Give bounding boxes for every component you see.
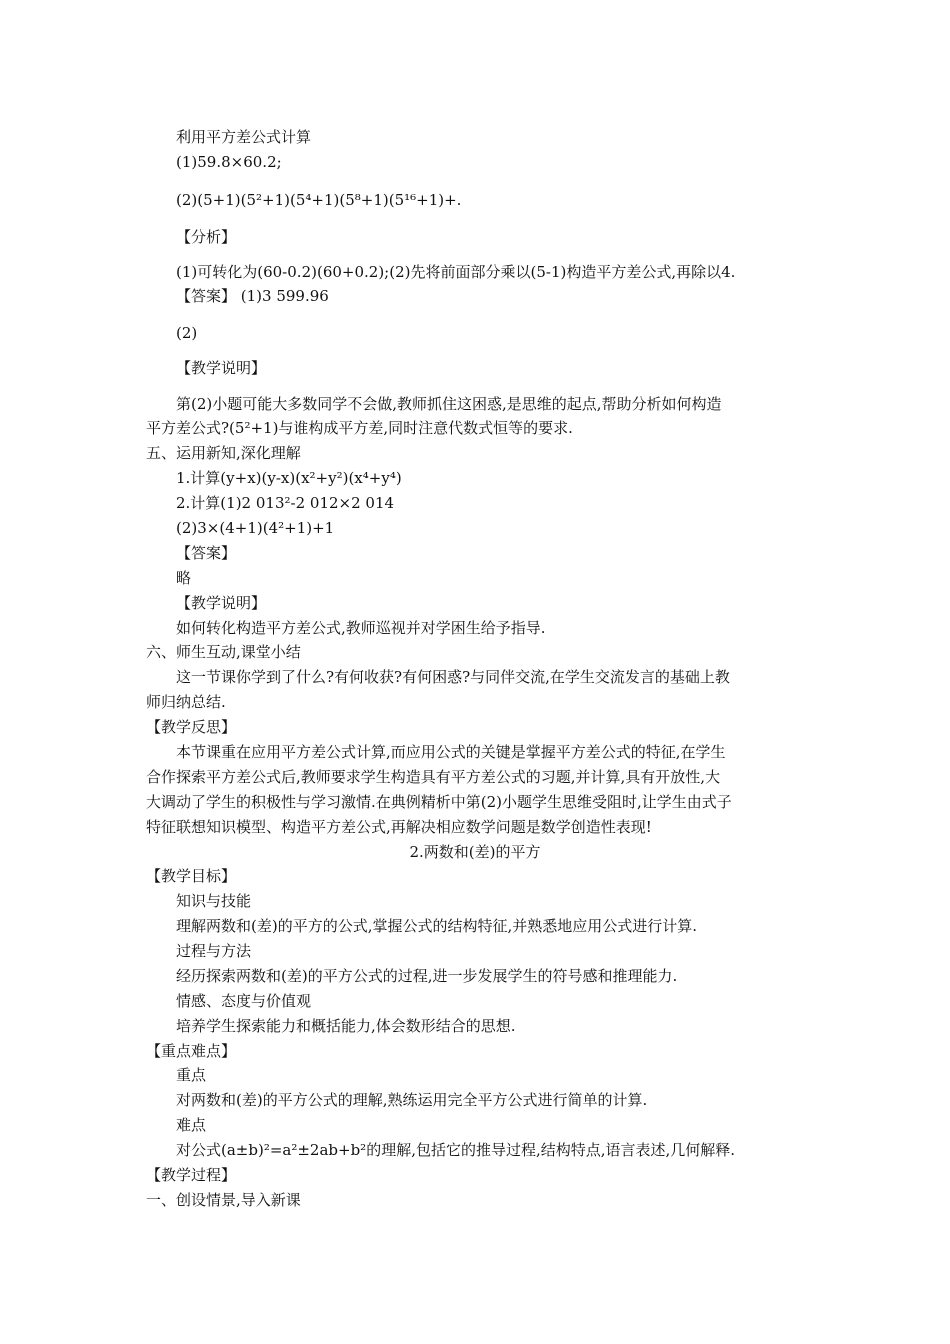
analysis-heading: 【分析】: [176, 228, 237, 246]
practice-item-2: 2.计算(1)2 013²-2 012×2 014: [176, 494, 395, 512]
subheading: 情感、态度与价值观: [176, 992, 312, 1010]
paragraph-line: 本节课重在应用平方差公式计算,而应用公式的关键是掌握平方差公式的特征,在学生: [176, 743, 726, 761]
paragraph-line: 合作探索平方差公式后,教师要求学生构造具有平方差公式的习题,并计算,具有开放性,大: [146, 768, 721, 786]
exercise-item-2: (2)(5+1)(5²+1)(5⁴+1)(5⁸+1)(5¹⁶+1)+.: [176, 191, 462, 209]
key-points-heading: 【重点难点】: [146, 1042, 237, 1060]
objective-text: 理解两数和(差)的平方的公式,掌握公式的结构特征,并熟悉地应用公式进行计算.: [176, 917, 698, 935]
subheading: 知识与技能: [176, 892, 252, 910]
analysis-text: (1)可转化为(60-0.2)(60+0.2);(2)先将前面部分乘以(5-1)构造平方差公式,再除以4.: [176, 263, 736, 281]
key-point-text: 对两数和(差)的平方公式的理解,熟练运用完全平方公式进行简单的计算.: [176, 1091, 648, 1109]
teaching-note-heading: 【教学说明】: [176, 359, 267, 377]
section-title: 2.两数和(差)的平方: [409, 843, 541, 861]
section-heading-1: 一、创设情景,导入新课: [146, 1191, 301, 1209]
paragraph-line: 这一节课你学到了什么?有何收获?有何困惑?与同伴交流,在学生交流发言的基础上教: [176, 668, 730, 686]
paragraph-line: 师归纳总结.: [146, 693, 226, 711]
practice-item-2b: (2)3×(4+1)(4²+1)+1: [176, 519, 335, 537]
answer-line: 【答案】 (1)3 599.96: [176, 287, 329, 305]
exercise-intro: 利用平方差公式计算: [176, 128, 312, 146]
teaching-note-heading: 【教学说明】: [176, 594, 267, 612]
teaching-note-text: 如何转化构造平方差公式,教师巡视并对学困生给予指导.: [176, 619, 546, 637]
exercise-item-1: (1)59.8×60.2;: [176, 153, 282, 171]
subheading: 过程与方法: [176, 942, 252, 960]
process-heading: 【教学过程】: [146, 1166, 237, 1184]
subheading: 难点: [176, 1116, 207, 1134]
section-heading-5: 五、运用新知,深化理解: [146, 444, 301, 462]
objectives-heading: 【教学目标】: [146, 867, 237, 885]
paragraph-line: 大调动了学生的积极性与学习激情.在典例精析中第(2)小题学生思维受阻时,让学生由式子: [146, 793, 732, 811]
answer-heading: 【答案】: [176, 544, 237, 562]
objective-text: 培养学生探索能力和概括能力,体会数形结合的思想.: [176, 1017, 516, 1035]
answer-text: 略: [176, 569, 192, 587]
objective-text: 经历探索两数和(差)的平方公式的过程,进一步发展学生的符号感和推理能力.: [176, 967, 678, 985]
practice-item-1: 1.计算(y+x)(y-x)(x²+y²)(x⁴+y⁴): [176, 469, 402, 487]
section-heading-6: 六、师生互动,课堂小结: [146, 643, 301, 661]
reflection-heading: 【教学反思】: [146, 718, 237, 736]
answer-part-2: (2): [176, 324, 198, 342]
paragraph-line: 特征联想知识模型、构造平方差公式,再解决相应数学问题是数学创造性表现!: [146, 818, 652, 836]
paragraph-line: 平方差公式?(5²+1)与谁构成平方差,同时注意代数式恒等的要求.: [146, 419, 573, 437]
subheading: 重点: [176, 1066, 207, 1084]
difficulty-text: 对公式(a±b)²=a²±2ab+b²的理解,包括它的推导过程,结构特点,语言表述,几何解释.: [176, 1141, 736, 1159]
paragraph-line: 第(2)小题可能大多数同学不会做,教师抓住这困惑,是思维的起点,帮助分析如何构造: [176, 395, 722, 413]
